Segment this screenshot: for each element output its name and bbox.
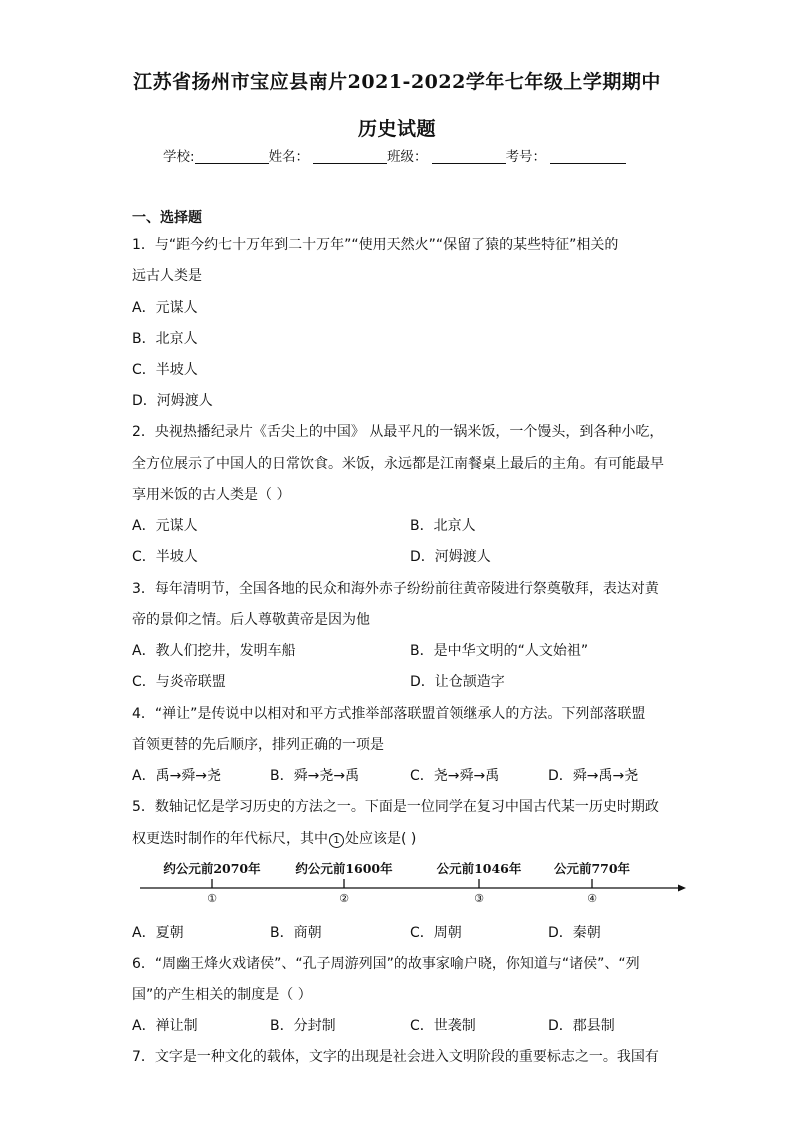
school-label: 学校: xyxy=(163,149,195,165)
q1-option-b[interactable]: B．北京人 xyxy=(132,331,198,347)
q1-option-a[interactable]: A．元谋人 xyxy=(132,300,198,316)
q5-option-a[interactable]: A．夏朝 xyxy=(132,925,184,941)
timeline-date-label: 约公元前2070年 xyxy=(163,861,261,876)
q2-option-b[interactable]: B．北京人 xyxy=(410,518,476,534)
exam-title-line1: 江苏省扬州市宝应县南片2021-2022学年七年级上学期期中 xyxy=(133,71,661,93)
timeline-arrow-icon xyxy=(678,885,686,892)
student-info-line xyxy=(163,145,626,165)
q6-option-c[interactable]: C．世袭制 xyxy=(410,1018,476,1034)
q2-stem-line2: 全方位展示了中国人的日常饮食。米饭，永远都是江南餐桌上最后的主角。有可能最早 xyxy=(132,456,664,472)
timeline-circled-number: ④ xyxy=(587,892,597,905)
q5-stem-line2 xyxy=(132,828,416,848)
exam-no-label: 考号： xyxy=(505,149,547,165)
q3-option-d[interactable]: D．让仓颉造字 xyxy=(410,674,505,690)
q6-stem-line1: 6．“周幽王烽火戏诸侯”、“孔子周游列国”的故事家喻户晓，你知道与“诸侯”、“列 xyxy=(132,956,640,972)
q2-stem-line3: 享用米饭的古人类是（ ） xyxy=(132,487,291,503)
timeline-circled-number: ③ xyxy=(474,892,484,905)
timeline-circled-number: ① xyxy=(207,892,217,905)
q1-stem-line1: 1．与“距今约七十万年到二十万年”“使用天然火”“保留了猿的某些特征”相关的 xyxy=(132,237,619,253)
q5-stem-line1: 5．数轴记忆是学习历史的方法之一。下面是一位同学在复习中国古代某一历史时期政 xyxy=(132,799,659,815)
q4-option-d[interactable]: D．舜→禹→尧 xyxy=(548,768,639,784)
q5-circled-one-mark: 1 xyxy=(329,833,344,848)
q5-stem-line2-pre: 权更迭时制作的年代标尺，其中 xyxy=(132,831,328,847)
section-heading: 一、选择题 xyxy=(132,210,202,226)
q5-timeline-ruler xyxy=(130,855,690,905)
q3-option-c[interactable]: C．与炎帝联盟 xyxy=(132,674,226,690)
q3-stem-line1: 3．每年清明节，全国各地的民众和海外赤子纷纷前往黄帝陵进行祭奠敬拜，表达对黄 xyxy=(132,581,659,597)
q3-option-a[interactable]: A．教人们挖井，发明车船 xyxy=(132,643,296,659)
q2-stem-line1: 2．央视热播纪录片《舌尖上的中国》 从最平凡的一锅米饭，一个馒头，到各种小吃， xyxy=(132,424,664,440)
q4-option-b[interactable]: B．舜→尧→禹 xyxy=(270,768,360,784)
q1-option-c[interactable]: C．半坡人 xyxy=(132,362,198,378)
q2-option-c[interactable]: C．半坡人 xyxy=(132,549,198,565)
q2-option-d[interactable]: D．河姆渡人 xyxy=(410,549,491,565)
q3-option-b[interactable]: B．是中华文明的“人文始祖” xyxy=(410,643,589,659)
q1-stem-line2: 远古人类是 xyxy=(132,268,202,284)
q1-option-d[interactable]: D．河姆渡人 xyxy=(132,393,213,409)
q6-option-b[interactable]: B．分封制 xyxy=(270,1018,336,1034)
name-label: 姓名： xyxy=(268,149,310,165)
q3-stem-line2: 帝的景仰之情。后人尊敬黄帝是因为他 xyxy=(132,612,370,628)
q5-option-d[interactable]: D．秦朝 xyxy=(548,925,601,941)
q4-stem-line1: 4．“禅让”是传说中以相对和平方式推举部落联盟首领继承人的方法。下列部落联盟 xyxy=(132,706,646,722)
timeline-date-label: 公元前770年 xyxy=(553,861,631,876)
q2-option-a[interactable]: A．元谋人 xyxy=(132,518,198,534)
q5-option-b[interactable]: B．商朝 xyxy=(270,925,322,941)
exam-title-line2: 历史试题 xyxy=(357,118,436,140)
class-label: 班级： xyxy=(387,149,428,165)
timeline-circled-number: ② xyxy=(339,892,349,905)
q6-stem-line2: 国”的产生相关的制度是（ ） xyxy=(132,987,312,1003)
q5-stem-line2-post: 处应该是( ) xyxy=(345,831,417,847)
q6-option-a[interactable]: A．禅让制 xyxy=(132,1018,198,1034)
q7-stem-line1: 7．文字是一种文化的载体，文字的出现是社会进入文明阶段的重要标志之一。我国有 xyxy=(132,1049,659,1065)
q4-option-c[interactable]: C．尧→舜→禹 xyxy=(410,768,500,784)
class-blank[interactable] xyxy=(432,149,506,164)
exam-no-blank[interactable] xyxy=(550,149,626,164)
timeline-date-label: 约公元前1600年 xyxy=(295,861,393,876)
q4-option-a[interactable]: A．禹→舜→尧 xyxy=(132,768,222,784)
q4-stem-line2: 首领更替的先后顺序，排列正确的一项是 xyxy=(132,737,384,753)
timeline-date-label: 公元前1046年 xyxy=(436,861,522,876)
q6-option-d[interactable]: D．郡县制 xyxy=(548,1018,615,1034)
q5-option-c[interactable]: C．周朝 xyxy=(410,925,462,941)
school-blank[interactable] xyxy=(195,149,269,164)
name-blank[interactable] xyxy=(313,149,387,164)
